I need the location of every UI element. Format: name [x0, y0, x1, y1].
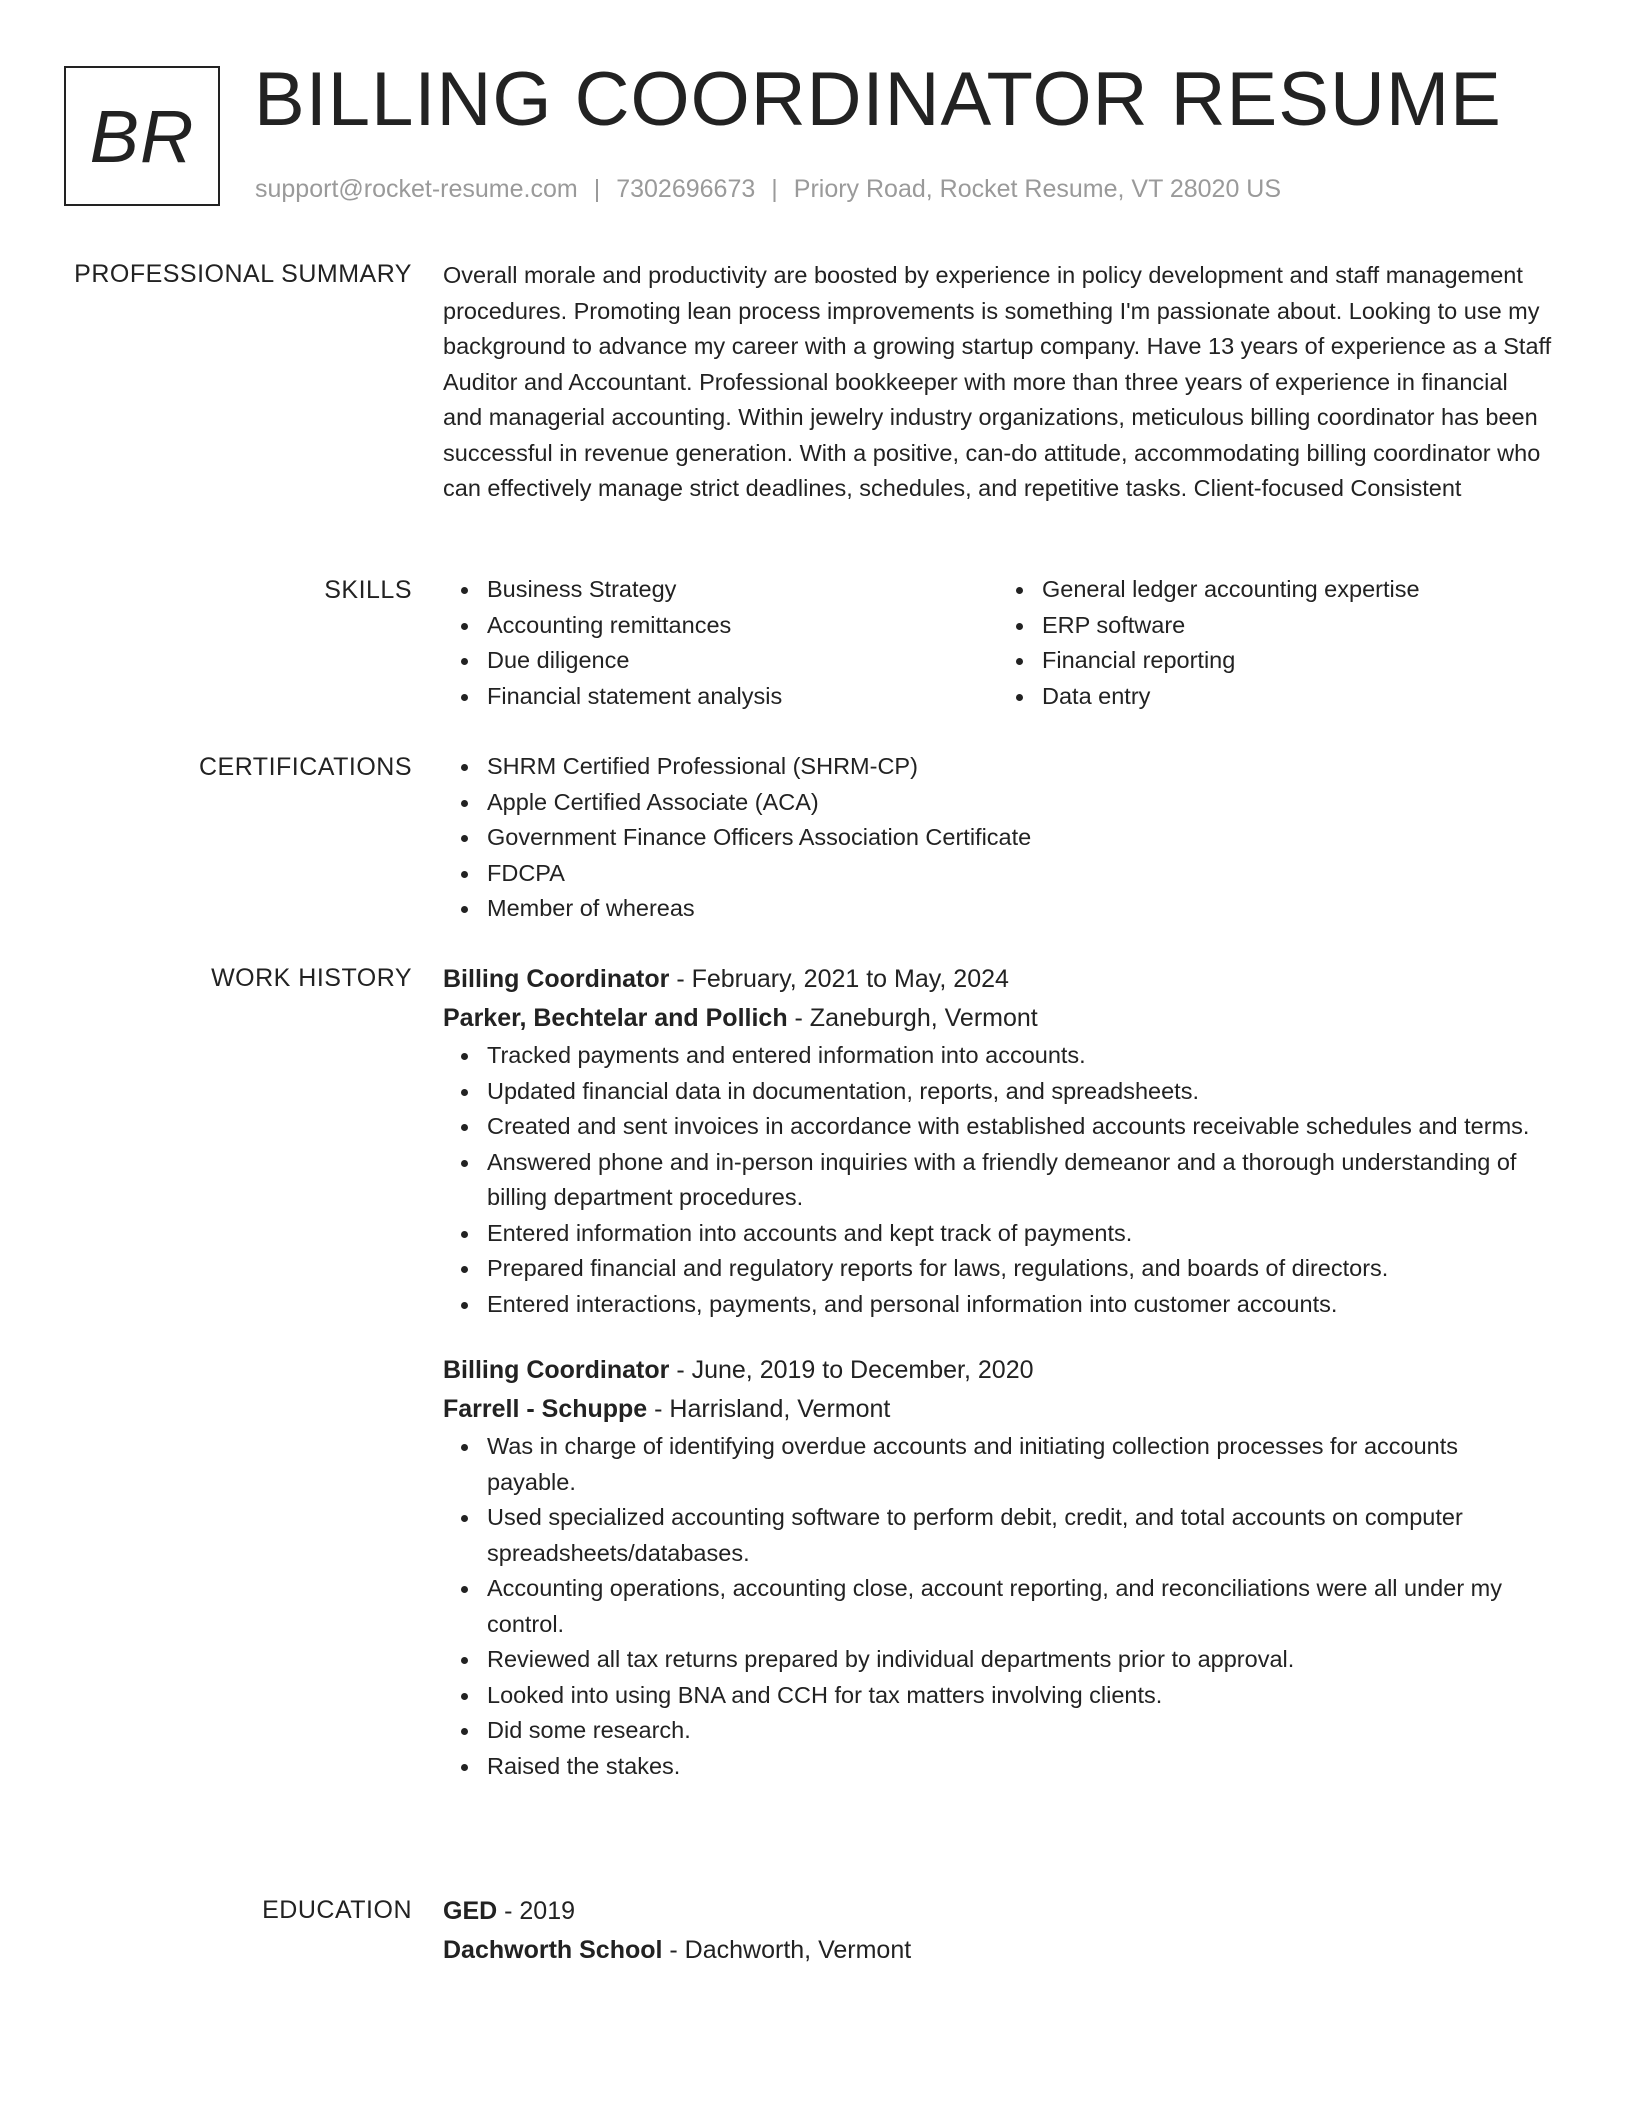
certification-item: SHRM Certified Professional (SHRM-CP) [487, 749, 1553, 785]
job-company: Farrell - Schuppe [443, 1395, 648, 1423]
work-history-body [443, 960, 1553, 1784]
certification-item: FDCPA [487, 856, 1553, 892]
skills-label: SKILLS [324, 576, 412, 604]
job-dates: - June, 2019 to December, 2020 [669, 1356, 1034, 1384]
job-bullet: Used specialized accounting software to perform debit, credit, and total accounts on computer spreadsheets/databases. [487, 1500, 1553, 1571]
education-school: Dachworth School [443, 1936, 663, 1964]
job-bullet: Was in charge of identifying overdue accounts and initiating collection processes for accounts payable. [487, 1429, 1553, 1500]
job-title: Billing Coordinator [443, 1356, 670, 1384]
job-company-line [443, 999, 1553, 1038]
job-location: - Zaneburgh, Vermont [787, 1004, 1038, 1032]
summary-label: PROFESSIONAL SUMMARY [74, 260, 412, 288]
skill-item: Due diligence [487, 643, 998, 679]
education-body [443, 1892, 1553, 1970]
job-bullet: Looked into using BNA and CCH for tax matters involving clients. [487, 1678, 1553, 1714]
job-bullet: Updated financial data in documentation, reports, and spreadsheets. [487, 1074, 1553, 1110]
job-bullet: Entered information into accounts and kept track of payments. [487, 1216, 1553, 1252]
contact-phone: 7302696673 [616, 175, 756, 203]
work-history-label: WORK HISTORY [211, 964, 412, 992]
summary-text: Overall morale and productivity are boosted by experience in policy development and staff management procedures. Promoting lean process improvements is something I'm passionate about. Looking to use my background to advance my career with a growing startup company. Have 13 years of experience as a Staff Auditor and Accountant. Professional bookkeeper with more than three years of experience in financial and managerial accounting. Within jewelry industry organizations, meticulous billing coordinator has been successful in revenue generation. With a positive, can-do attitude, accommodating billing coordinator who can effectively manage strict deadlines, schedules, and repetitive tasks. Client-focused Consistent [443, 262, 1552, 501]
contact-line [255, 172, 1281, 206]
skills-list-col1 [443, 572, 998, 714]
job-entry [443, 960, 1553, 1322]
education-label: EDUCATION [262, 1896, 412, 1924]
certifications-body [443, 749, 1553, 927]
job-location: - Harrisland, Vermont [647, 1395, 891, 1423]
job-bullets [443, 1038, 1553, 1322]
job-bullet: Tracked payments and entered information into accounts. [487, 1038, 1553, 1074]
job-company-line [443, 1390, 1553, 1429]
job-title: Billing Coordinator [443, 965, 670, 993]
job-dates: - February, 2021 to May, 2024 [669, 965, 1009, 993]
certifications-list [443, 749, 1553, 927]
certifications-label: CERTIFICATIONS [198, 753, 412, 781]
job-bullet: Accounting operations, accounting close, account reporting, and reconciliations were all under my control. [487, 1571, 1553, 1642]
contact-address: Priory Road, Rocket Resume, VT 28020 US [793, 175, 1282, 203]
job-title-line [443, 1351, 1553, 1390]
job-bullet: Entered interactions, payments, and personal information into customer accounts. [487, 1287, 1553, 1323]
skill-item: Accounting remittances [487, 608, 998, 644]
skills-body [443, 572, 1553, 714]
job-entry [443, 1351, 1553, 1784]
skill-item: General ledger accounting expertise [1042, 572, 1553, 608]
skill-item: Financial reporting [1042, 643, 1553, 679]
contact-separator: | [771, 175, 778, 203]
education-year: - 2019 [497, 1897, 576, 1925]
job-bullet: Did some research. [487, 1713, 1553, 1749]
certification-item: Apple Certified Associate (ACA) [487, 785, 1553, 821]
skill-item: Business Strategy [487, 572, 998, 608]
job-bullet: Prepared financial and regulatory reports for laws, regulations, and boards of directors. [487, 1251, 1553, 1287]
education-location: - Dachworth, Vermont [662, 1936, 912, 1964]
education-degree-line [443, 1892, 1553, 1931]
education-school-line [443, 1931, 1553, 1970]
job-bullet: Created and sent invoices in accordance with established accounts receivable schedules and terms. [487, 1109, 1553, 1145]
certification-item: Member of whereas [487, 891, 1553, 927]
skill-item: Financial statement analysis [487, 679, 998, 715]
job-bullet: Answered phone and in-person inquiries with a friendly demeanor and a thorough understanding of billing department procedures. [487, 1145, 1553, 1216]
job-bullet: Reviewed all tax returns prepared by individual departments prior to approval. [487, 1642, 1553, 1678]
contact-separator: | [593, 175, 601, 203]
monogram-logo: BR [64, 66, 220, 206]
job-bullets [443, 1429, 1553, 1784]
summary-body [443, 258, 1553, 507]
job-title-line [443, 960, 1553, 999]
contact-email: support@rocket-resume.com [255, 175, 578, 203]
education-degree: GED [443, 1897, 498, 1925]
skills-list-col2 [998, 572, 1553, 714]
job-company: Parker, Bechtelar and Pollich [443, 1004, 788, 1032]
resume-title: BILLING COORDINATOR RESUME [254, 57, 1502, 142]
job-bullet: Raised the stakes. [487, 1749, 1553, 1785]
skill-item: Data entry [1042, 679, 1553, 715]
skill-item: ERP software [1042, 608, 1553, 644]
certification-item: Government Finance Officers Association Certificate [487, 820, 1553, 856]
